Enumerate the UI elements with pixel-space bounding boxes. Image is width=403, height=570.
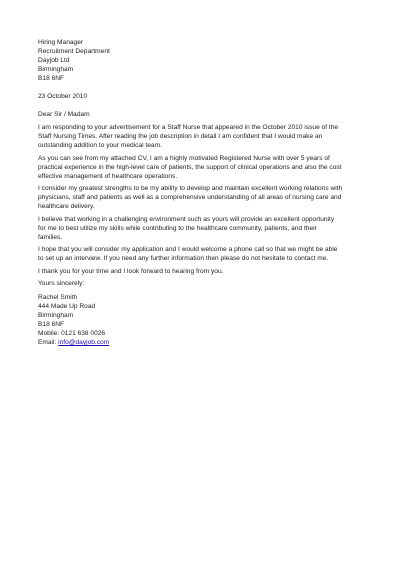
sender-street: 444 Made Up Road [38,303,96,310]
sender-details [38,293,368,347]
paragraph-line: I am responding to your advertisement for a Staff Nurse that appeared in the October 2010 issue of the [38,124,339,131]
sender-name: Rachel Smith [38,294,78,301]
closing: Yours sincerely: [38,280,85,287]
paragraph-line: I consider my greatest strengths to be my ability to develop and maintain excellent working relations with [38,185,343,192]
body-paragraph [38,267,368,276]
letter-date: 23 October 2010 [38,93,88,100]
paragraph-line: outstanding addition to your medical team. [38,142,162,149]
recipient-line: Hiring Manager [38,39,84,46]
paragraph-line: families. [38,233,63,241]
paragraph-line: Staff Nursing Times. After reading the job description in detail I am confident that I would make an [38,133,323,140]
recipient-line: Dayjob Ltd [38,57,70,64]
paragraph-line: As you can see from my attached CV, I am a highly motivated Registered Nurse with over 5 years of [38,154,330,162]
salutation: Dear Sir / Madam [38,111,90,118]
spacer [38,83,368,92]
paragraph-line: I hope that you will consider my application and I would welcome a phone call so that we might be able [38,246,338,253]
sender-mobile: Mobile: 0121 638 0026 [38,330,106,337]
paragraph-line: for me to best utilize my skills while contributing to the healthcare community, patients, and their [38,224,317,232]
paragraph-line: physicians, staff and patients as well as a comprehensive understanding of all areas of nursing care and [38,194,342,201]
recipient-line: Birmingham [38,66,74,73]
paragraph-line: practical experience in the high-level care of patients, the support of clinical operations and also the cost [38,163,342,171]
body-paragraph [38,123,368,150]
paragraph-line: effective management of healthcare operations. [38,172,178,180]
paragraph-line: to set up an interview. If you need any further information then please do not hesitate to contact me. [38,255,329,262]
sender-email-link[interactable]: info@dayjob.com [58,339,110,346]
paragraph-line: healthcare delivery. [38,203,95,210]
body-paragraph [38,154,368,181]
recipient-line: B18 6NF [38,75,65,82]
sender-email-row [38,338,368,347]
paragraph-line: I believe that working in a challenging environment such as yours will provide an excellent opportunity [38,215,335,223]
spacer [38,101,368,110]
sender-email-label: Email: [38,339,59,346]
recipient-line: Recruitment Department [38,48,110,55]
body-paragraph [38,245,368,263]
body-paragraph [38,184,368,211]
recipient-address [38,38,368,83]
sender-city: Birmingham [38,312,74,319]
paragraph-line: I thank you for your time and I look forward to hearing from you. [38,267,224,275]
sender-postcode: B18 6NF [38,321,65,328]
letter-page [38,38,368,347]
body-paragraph [38,215,368,242]
